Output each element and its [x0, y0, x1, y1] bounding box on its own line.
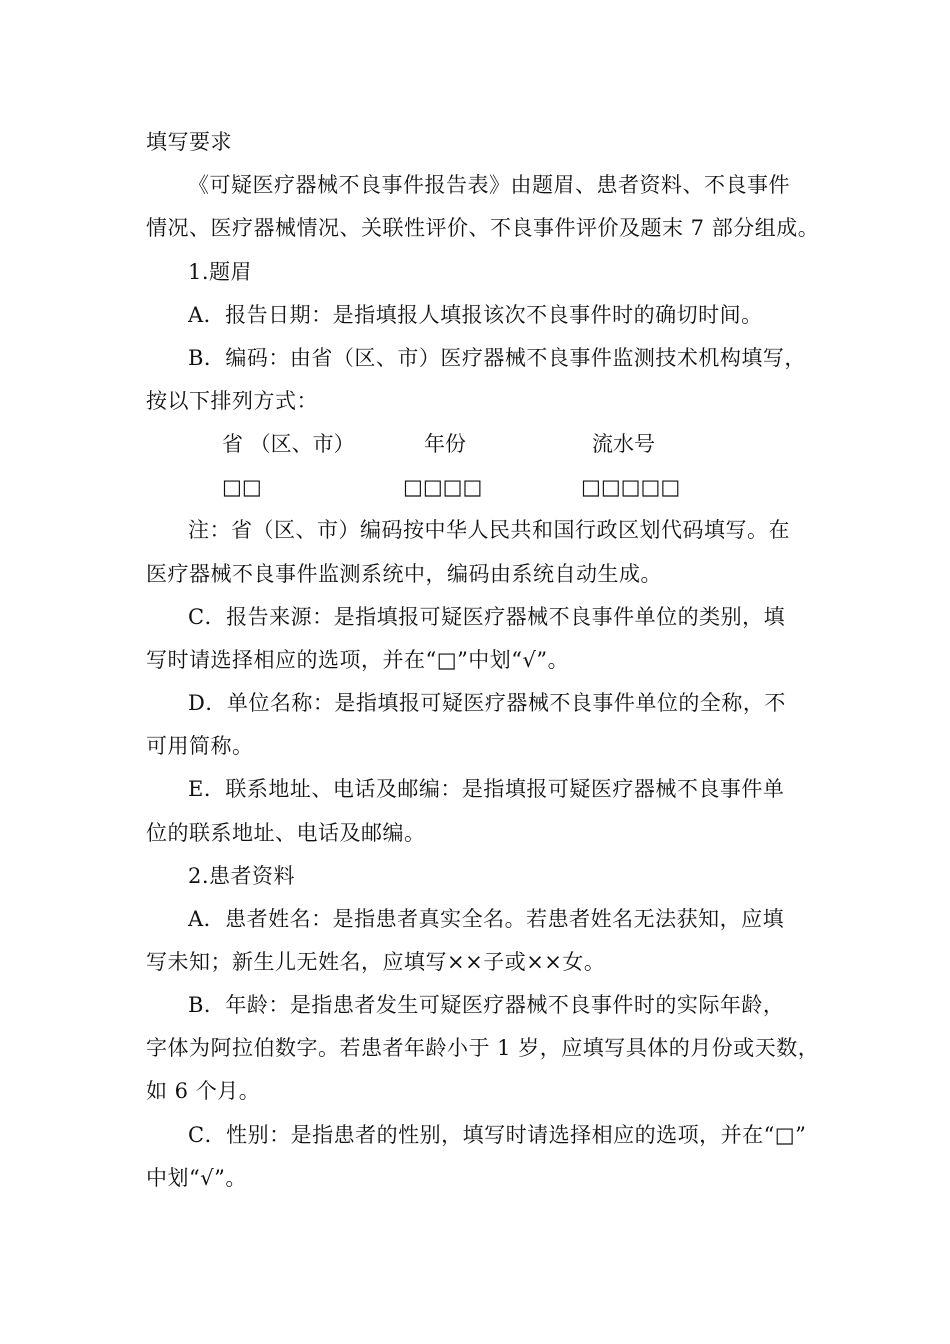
- item-report-source-line-2: 写时请选择相应的选项，并在“□”中划“√”。: [146, 648, 570, 672]
- item-gender-line-2: 中划“√”。: [146, 1166, 247, 1190]
- item-unit-name-line-1: D．单位名称：是指填报可疑医疗器械不良事件单位的全称，不: [188, 691, 786, 715]
- item-age-line-3: 如 6 个月。: [146, 1079, 261, 1103]
- heading: 填写要求: [146, 130, 232, 154]
- item-patient-name-line-2: 写未知；新生儿无姓名，应填写××子或××女。: [146, 950, 606, 974]
- item-age-line-1: B．年龄：是指患者发生可疑医疗器械不良事件时的实际年龄，: [188, 993, 785, 1017]
- item-code-line-1: B．编码：由省（区、市）医疗器械不良事件监测技术机构填写，: [188, 346, 806, 370]
- code-label-serial: 流水号: [592, 432, 655, 456]
- intro-line-1: 《可疑医疗器械不良事件报告表》由题眉、患者资料、不良事件: [188, 173, 790, 197]
- code-boxes-serial: □□□□□: [581, 475, 681, 499]
- code-boxes-year: □□□□: [403, 475, 483, 499]
- item-contact-line-2: 位的联系地址、电话及邮编。: [146, 821, 426, 845]
- item-code-line-2: 按以下排列方式：: [146, 389, 318, 413]
- section-2-title: 2.患者资料: [188, 864, 296, 888]
- code-label-year: 年份: [424, 432, 466, 456]
- item-age-line-2: 字体为阿拉伯数字。若患者年龄小于 1 岁，应填写具体的月份或天数，: [146, 1036, 820, 1060]
- note-line-1: 注：省（区、市）编码按中华人民共和国行政区划代码填写。在: [188, 518, 790, 542]
- intro-line-2: 情况、医疗器械情况、关联性评价、不良事件评价及题末 7 部分组成。: [146, 216, 820, 240]
- code-boxes-province: □□: [222, 475, 262, 499]
- note-line-2: 医疗器械不良事件监测系统中，编码由系统自动生成。: [146, 562, 662, 586]
- item-unit-name-line-2: 可用简称。: [146, 734, 254, 758]
- item-gender-line-1: C．性别：是指患者的性别，填写时请选择相应的选项，并在“□”: [188, 1123, 807, 1147]
- item-contact-line-1: E．联系地址、电话及邮编：是指填报可疑医疗器械不良事件单: [188, 777, 785, 801]
- item-report-date: A．报告日期：是指填报人填报该次不良事件时的确切时间。: [188, 303, 763, 327]
- item-patient-name-line-1: A．患者姓名：是指患者真实全名。若患者姓名无法获知，应填: [188, 907, 785, 931]
- section-1-title: 1.题眉: [188, 260, 253, 284]
- code-label-province: 省 （区、市）: [222, 432, 355, 456]
- item-report-source-line-1: C．报告来源：是指填报可疑医疗器械不良事件单位的类别，填: [188, 605, 786, 629]
